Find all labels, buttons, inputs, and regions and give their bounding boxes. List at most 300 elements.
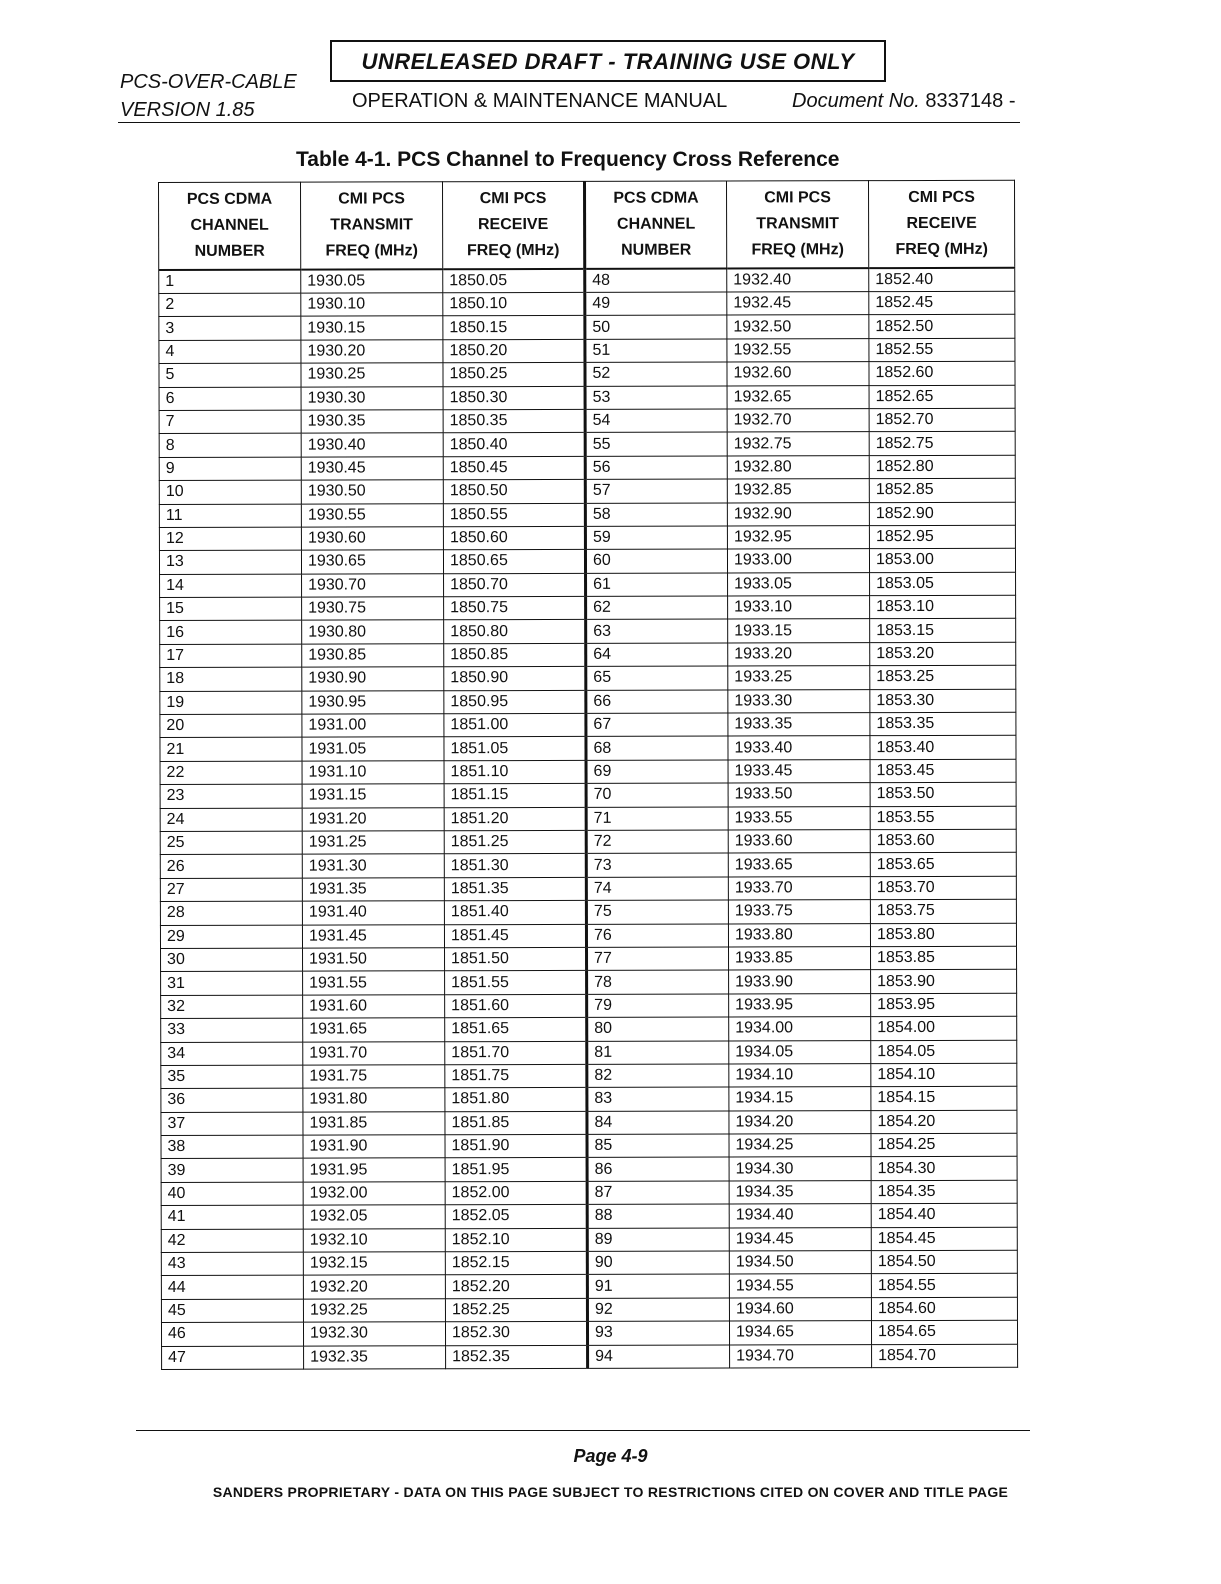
- cell-receive-left: 1850.50: [443, 480, 585, 504]
- cell-channel-left: 4: [159, 340, 301, 364]
- cell-receive-left: 1852.35: [446, 1345, 588, 1369]
- cell-channel-left: 13: [159, 550, 301, 574]
- cell-channel-right: 58: [585, 503, 727, 527]
- cell-receive-left: 1850.40: [443, 433, 585, 457]
- cell-receive-left: 1850.90: [444, 667, 586, 691]
- cell-channel-right: 89: [587, 1228, 729, 1252]
- cell-receive-right: 1852.45: [869, 291, 1015, 315]
- cell-transmit-right: 1933.65: [728, 853, 870, 877]
- cell-transmit-left: 1931.40: [302, 901, 444, 925]
- cell-receive-left: 1851.40: [444, 901, 586, 925]
- cell-receive-left: 1850.70: [444, 573, 586, 597]
- cell-receive-right: 1853.60: [870, 829, 1016, 853]
- cell-receive-left: 1850.45: [443, 456, 585, 480]
- cell-transmit-right: 1933.85: [729, 947, 871, 971]
- table-row: [159, 455, 1015, 481]
- cell-transmit-right: 1934.05: [729, 1040, 871, 1064]
- cell-channel-left: 33: [161, 1018, 303, 1042]
- cell-transmit-right: 1932.50: [727, 315, 869, 339]
- cell-receive-left: 1850.85: [444, 643, 586, 667]
- cell-receive-right: 1853.10: [870, 595, 1016, 619]
- cell-channel-right: 59: [585, 526, 727, 550]
- table-row: [161, 1227, 1017, 1253]
- cell-transmit-left: 1931.70: [303, 1041, 445, 1065]
- cell-receive-left: 1850.15: [443, 316, 585, 340]
- cell-transmit-left: 1930.40: [301, 433, 443, 457]
- cell-receive-right: 1852.75: [869, 432, 1015, 456]
- cell-channel-left: 3: [159, 317, 301, 341]
- table-row: [162, 1344, 1018, 1370]
- cell-receive-right: 1854.45: [871, 1227, 1017, 1251]
- table-title: Table 4-1. PCS Channel to Frequency Cross Reference: [296, 148, 840, 171]
- table-row: [161, 1157, 1017, 1183]
- cell-receive-left: 1851.05: [444, 737, 586, 761]
- cell-transmit-left: 1930.90: [302, 667, 444, 691]
- cell-channel-left: 7: [159, 410, 301, 434]
- cell-channel-left: 31: [161, 971, 303, 995]
- cell-channel-left: 1: [159, 270, 301, 294]
- cell-receive-left: 1850.10: [443, 292, 585, 316]
- table-row: [160, 853, 1016, 879]
- cell-receive-right: 1852.90: [869, 502, 1015, 526]
- cell-receive-left: 1850.75: [444, 596, 586, 620]
- cell-channel-right: 92: [587, 1298, 729, 1322]
- cell-receive-left: 1850.05: [443, 269, 585, 293]
- cell-transmit-right: 1934.10: [729, 1064, 871, 1088]
- cell-receive-right: 1853.25: [870, 666, 1016, 690]
- table-row: [160, 642, 1016, 668]
- table-row: [160, 759, 1016, 785]
- cell-channel-left: 21: [160, 738, 302, 762]
- table-row: [161, 1297, 1017, 1323]
- cell-receive-right: 1853.35: [870, 712, 1016, 736]
- cell-transmit-left: 1931.00: [302, 714, 444, 738]
- cell-transmit-right: 1934.15: [729, 1087, 871, 1111]
- table-row: [161, 1016, 1017, 1042]
- cell-receive-right: 1852.80: [869, 455, 1015, 479]
- cell-channel-right: 54: [585, 409, 727, 433]
- table-row: [159, 291, 1015, 317]
- cell-transmit-left: 1930.80: [302, 620, 444, 644]
- table-row: [159, 338, 1015, 364]
- cell-transmit-right: 1933.25: [728, 666, 870, 690]
- cell-transmit-right: 1933.35: [728, 713, 870, 737]
- cell-receive-right: 1854.25: [871, 1133, 1017, 1157]
- cell-transmit-right: 1932.80: [727, 455, 869, 479]
- cell-receive-left: 1850.25: [443, 363, 585, 387]
- cell-transmit-left: 1932.30: [303, 1322, 445, 1346]
- cell-transmit-right: 1933.70: [728, 876, 870, 900]
- cell-receive-right: 1853.70: [870, 876, 1016, 900]
- table-row: [160, 829, 1016, 855]
- cell-receive-right: 1854.50: [871, 1250, 1017, 1274]
- cell-receive-right: 1852.40: [869, 268, 1015, 292]
- cell-channel-right: 56: [585, 456, 727, 480]
- cell-channel-right: 80: [587, 1017, 729, 1041]
- cell-channel-left: 29: [160, 925, 302, 949]
- cell-transmit-left: 1930.20: [301, 340, 443, 364]
- table-row: [160, 666, 1016, 692]
- table-row: [159, 408, 1015, 434]
- table-row: [160, 572, 1016, 598]
- cell-transmit-right: 1933.40: [728, 736, 870, 760]
- cell-transmit-left: 1931.95: [303, 1158, 445, 1182]
- cell-transmit-left: 1932.25: [303, 1299, 445, 1323]
- cell-receive-right: 1854.65: [871, 1320, 1017, 1344]
- cell-transmit-left: 1931.45: [302, 924, 444, 948]
- cell-channel-right: 83: [587, 1087, 729, 1111]
- cell-transmit-left: 1932.35: [304, 1345, 446, 1369]
- cell-channel-right: 68: [586, 736, 728, 760]
- document-header-left: [120, 68, 297, 124]
- cell-channel-left: 45: [161, 1299, 303, 1323]
- cell-channel-left: 10: [159, 480, 301, 504]
- cell-receive-left: 1851.35: [444, 877, 586, 901]
- cell-receive-right: 1853.15: [870, 619, 1016, 643]
- cell-channel-left: 20: [160, 714, 302, 738]
- cell-receive-left: 1852.10: [445, 1228, 587, 1252]
- cell-channel-left: 22: [160, 761, 302, 785]
- cell-transmit-right: 1934.20: [729, 1110, 871, 1134]
- cell-receive-right: 1853.95: [871, 993, 1017, 1017]
- cell-receive-right: 1853.80: [870, 923, 1016, 947]
- table-row: [161, 1110, 1017, 1136]
- table-row: [160, 876, 1016, 902]
- cell-transmit-right: 1934.50: [729, 1251, 871, 1275]
- cell-channel-left: 11: [159, 504, 301, 528]
- document-number-value: 8337148 -: [925, 90, 1016, 112]
- cell-transmit-right: 1933.05: [728, 572, 870, 596]
- cell-receive-left: 1850.20: [443, 339, 585, 363]
- cell-transmit-left: 1932.20: [303, 1275, 445, 1299]
- cell-receive-left: 1850.35: [443, 409, 585, 433]
- cell-channel-left: 25: [160, 831, 302, 855]
- cell-receive-left: 1852.30: [445, 1322, 587, 1346]
- cell-receive-right: 1854.00: [871, 1016, 1017, 1040]
- cell-transmit-left: 1930.15: [301, 316, 443, 340]
- cell-channel-right: 69: [586, 760, 728, 784]
- product-version: VERSION 1.85: [120, 99, 255, 121]
- table-row: [159, 268, 1015, 294]
- cell-channel-right: 86: [587, 1157, 729, 1181]
- cell-transmit-right: 1932.45: [727, 292, 869, 316]
- cell-transmit-right: 1934.35: [729, 1180, 871, 1204]
- table-row: [159, 385, 1015, 411]
- cell-channel-left: 44: [161, 1276, 303, 1300]
- table-row: [160, 736, 1016, 762]
- table-row: [159, 432, 1015, 458]
- cell-receive-left: 1851.90: [445, 1134, 587, 1158]
- cell-receive-left: 1851.60: [445, 994, 587, 1018]
- cell-transmit-left: 1931.65: [303, 1018, 445, 1042]
- cell-transmit-right: 1933.00: [727, 549, 869, 573]
- cell-receive-left: 1850.60: [443, 526, 585, 550]
- cell-receive-right: 1853.20: [870, 642, 1016, 666]
- cell-transmit-right: 1933.75: [728, 900, 870, 924]
- table-row: [161, 1063, 1017, 1089]
- cell-channel-right: 79: [587, 994, 729, 1018]
- cell-channel-right: 51: [585, 339, 727, 363]
- cell-transmit-right: 1933.50: [728, 783, 870, 807]
- cell-receive-left: 1851.25: [444, 830, 586, 854]
- cell-receive-right: 1854.30: [871, 1157, 1017, 1181]
- cell-transmit-right: 1934.45: [729, 1227, 871, 1251]
- cell-receive-left: 1851.45: [444, 924, 586, 948]
- cell-channel-left: 36: [161, 1088, 303, 1112]
- cell-channel-left: 40: [161, 1182, 303, 1206]
- cell-channel-left: 15: [160, 597, 302, 621]
- cell-channel-right: 48: [585, 269, 727, 293]
- cell-receive-left: 1851.00: [444, 713, 586, 737]
- cell-channel-right: 70: [586, 783, 728, 807]
- cell-receive-right: 1853.45: [870, 759, 1016, 783]
- cell-receive-right: 1853.40: [870, 736, 1016, 760]
- cell-channel-right: 82: [587, 1064, 729, 1088]
- cell-receive-right: 1854.60: [871, 1297, 1017, 1321]
- cell-channel-left: 34: [161, 1042, 303, 1066]
- cell-channel-left: 23: [160, 784, 302, 808]
- cell-receive-right: 1853.75: [870, 899, 1016, 923]
- cell-channel-right: 67: [586, 713, 728, 737]
- cell-transmit-right: 1932.65: [727, 385, 869, 409]
- cell-transmit-right: 1932.75: [727, 432, 869, 456]
- cell-receive-right: 1852.55: [869, 338, 1015, 362]
- cell-receive-right: 1852.65: [869, 385, 1015, 409]
- table-row: [159, 478, 1015, 504]
- cell-channel-left: 9: [159, 457, 301, 481]
- cell-channel-right: 63: [586, 619, 728, 643]
- cell-channel-left: 19: [160, 691, 302, 715]
- cell-channel-left: 32: [161, 995, 303, 1019]
- cell-receive-right: 1852.85: [869, 478, 1015, 502]
- cell-transmit-left: 1931.35: [302, 878, 444, 902]
- cell-channel-left: 27: [160, 878, 302, 902]
- cell-receive-right: 1854.20: [871, 1110, 1017, 1134]
- table-row: [160, 923, 1016, 949]
- cell-channel-right: 94: [588, 1345, 730, 1369]
- cell-channel-right: 61: [586, 573, 728, 597]
- table-row: [160, 619, 1016, 645]
- cell-channel-right: 77: [587, 947, 729, 971]
- footer-divider: [136, 1430, 1030, 1431]
- cell-receive-right: 1853.00: [869, 549, 1015, 573]
- cell-transmit-left: 1931.55: [303, 971, 445, 995]
- header-channel-left: PCS CDMA CHANNEL NUMBER: [159, 182, 301, 270]
- table-row: [161, 1250, 1017, 1276]
- cell-transmit-right: 1933.20: [728, 642, 870, 666]
- table-header-row: [159, 180, 1015, 270]
- cell-receive-left: 1851.10: [444, 760, 586, 784]
- cell-transmit-right: 1933.10: [728, 596, 870, 620]
- cell-transmit-left: 1932.00: [303, 1182, 445, 1206]
- cell-transmit-left: 1931.80: [303, 1088, 445, 1112]
- cell-channel-left: 5: [159, 363, 301, 387]
- cell-receive-right: 1853.65: [870, 853, 1016, 877]
- cell-transmit-right: 1933.95: [729, 993, 871, 1017]
- table-row: [159, 361, 1015, 387]
- cell-channel-right: 87: [587, 1181, 729, 1205]
- cell-receive-right: 1854.40: [871, 1203, 1017, 1227]
- table-row: [161, 1133, 1017, 1159]
- header-divider: [118, 122, 1020, 123]
- cell-channel-left: 8: [159, 433, 301, 457]
- cell-channel-left: 30: [161, 948, 303, 972]
- table-row: [161, 1203, 1017, 1229]
- proprietary-notice: SANDERS PROPRIETARY - DATA ON THIS PAGE SUBJECT TO RESTRICTIONS CITED ON COVER AND TITLE PAGE: [212, 1484, 1009, 1500]
- cell-receive-right: 1853.05: [870, 572, 1016, 596]
- cell-transmit-left: 1931.50: [303, 948, 445, 972]
- cell-receive-right: 1852.50: [869, 315, 1015, 339]
- cell-receive-left: 1851.15: [444, 784, 586, 808]
- cell-transmit-left: 1930.35: [301, 410, 443, 434]
- cell-channel-right: 84: [587, 1111, 729, 1135]
- cell-receive-left: 1852.25: [445, 1298, 587, 1322]
- cell-channel-right: 93: [587, 1321, 729, 1345]
- cell-receive-right: 1854.70: [872, 1344, 1018, 1368]
- header-channel-right: PCS CDMA CHANNEL NUMBER: [584, 181, 726, 269]
- cell-receive-left: 1851.85: [445, 1111, 587, 1135]
- cell-channel-right: 72: [586, 830, 728, 854]
- cell-transmit-right: 1932.90: [727, 502, 869, 526]
- table-row: [160, 806, 1016, 832]
- table-row: [160, 782, 1016, 808]
- cell-transmit-right: 1932.60: [727, 362, 869, 386]
- cell-channel-right: 62: [586, 596, 728, 620]
- cell-transmit-right: 1934.00: [729, 1017, 871, 1041]
- table-row: [160, 712, 1016, 738]
- cell-transmit-left: 1930.30: [301, 386, 443, 410]
- table-row: [161, 1320, 1017, 1346]
- cell-receive-right: 1852.70: [869, 408, 1015, 432]
- cell-transmit-left: 1931.10: [302, 761, 444, 785]
- cell-channel-left: 42: [161, 1229, 303, 1253]
- cell-receive-left: 1852.05: [445, 1205, 587, 1229]
- cell-channel-right: 65: [586, 666, 728, 690]
- manual-title: OPERATION & MAINTENANCE MANUAL: [352, 90, 728, 112]
- cell-transmit-left: 1930.25: [301, 363, 443, 387]
- cell-transmit-right: 1934.65: [729, 1321, 871, 1345]
- cell-channel-right: 73: [586, 853, 728, 877]
- cell-channel-left: 43: [161, 1252, 303, 1276]
- cell-transmit-left: 1930.85: [302, 644, 444, 668]
- cell-receive-left: 1851.30: [444, 854, 586, 878]
- cell-receive-left: 1851.95: [445, 1158, 587, 1182]
- cell-receive-left: 1852.15: [445, 1251, 587, 1275]
- cell-transmit-left: 1931.15: [302, 784, 444, 808]
- cell-transmit-right: 1933.90: [729, 970, 871, 994]
- cell-receive-left: 1852.20: [445, 1275, 587, 1299]
- table-row: [161, 946, 1017, 972]
- cell-transmit-left: 1932.15: [303, 1252, 445, 1276]
- cell-receive-right: 1854.55: [871, 1274, 1017, 1298]
- cell-transmit-right: 1933.45: [728, 759, 870, 783]
- cell-transmit-left: 1931.60: [303, 994, 445, 1018]
- page-number: Page 4-9: [573, 1446, 648, 1466]
- cell-channel-right: 66: [586, 690, 728, 714]
- table-row: [160, 595, 1016, 621]
- cell-channel-right: 53: [585, 386, 727, 410]
- cell-channel-right: 60: [585, 549, 727, 573]
- table-row: [159, 315, 1015, 341]
- cell-channel-left: 39: [161, 1159, 303, 1183]
- table-body: [159, 268, 1018, 1370]
- cell-channel-left: 35: [161, 1065, 303, 1089]
- cell-receive-left: 1850.30: [443, 386, 585, 410]
- cell-channel-right: 74: [586, 877, 728, 901]
- cell-transmit-left: 1931.05: [302, 737, 444, 761]
- cell-receive-right: 1852.60: [869, 361, 1015, 385]
- cell-transmit-left: 1930.50: [301, 480, 443, 504]
- cell-transmit-right: 1934.25: [729, 1134, 871, 1158]
- cell-receive-left: 1851.65: [445, 1017, 587, 1041]
- cell-transmit-left: 1931.30: [302, 854, 444, 878]
- cell-channel-left: 17: [160, 644, 302, 668]
- cell-channel-right: 64: [586, 643, 728, 667]
- cell-channel-right: 52: [585, 362, 727, 386]
- header-transmit-left: CMI PCS TRANSMIT FREQ (MHz): [301, 182, 443, 270]
- cell-transmit-right: 1934.30: [729, 1157, 871, 1181]
- cell-channel-left: 2: [159, 293, 301, 317]
- cell-channel-left: 26: [160, 854, 302, 878]
- cell-receive-right: 1853.90: [871, 970, 1017, 994]
- cell-transmit-left: 1930.60: [301, 527, 443, 551]
- cell-transmit-right: 1934.40: [729, 1204, 871, 1228]
- cell-transmit-right: 1934.55: [729, 1274, 871, 1298]
- cell-transmit-right: 1933.30: [728, 689, 870, 713]
- cell-receive-right: 1854.10: [871, 1063, 1017, 1087]
- cell-receive-left: 1851.50: [445, 947, 587, 971]
- table-row: [159, 549, 1015, 575]
- cell-channel-right: 55: [585, 432, 727, 456]
- cell-channel-left: 41: [161, 1205, 303, 1229]
- cell-channel-left: 16: [160, 621, 302, 645]
- cell-channel-right: 88: [587, 1204, 729, 1228]
- cell-transmit-right: 1934.60: [729, 1297, 871, 1321]
- cell-receive-left: 1851.80: [445, 1088, 587, 1112]
- cell-transmit-left: 1930.95: [302, 690, 444, 714]
- table-row: [159, 525, 1015, 551]
- cell-transmit-left: 1930.55: [301, 503, 443, 527]
- cell-channel-right: 91: [587, 1274, 729, 1298]
- header-transmit-right: CMI PCS TRANSMIT FREQ (MHz): [726, 181, 868, 269]
- cell-channel-right: 57: [585, 479, 727, 503]
- cell-transmit-right: 1932.40: [727, 268, 869, 292]
- cell-channel-right: 50: [585, 315, 727, 339]
- cell-receive-left: 1851.20: [444, 807, 586, 831]
- cell-transmit-right: 1933.60: [728, 830, 870, 854]
- cell-channel-right: 78: [587, 970, 729, 994]
- cell-receive-left: 1850.65: [443, 550, 585, 574]
- cell-receive-left: 1851.70: [445, 1041, 587, 1065]
- cell-transmit-right: 1932.85: [727, 479, 869, 503]
- cell-channel-right: 85: [587, 1134, 729, 1158]
- table-row: [161, 1274, 1017, 1300]
- channel-frequency-table: [158, 180, 1018, 1370]
- cell-channel-right: 71: [586, 807, 728, 831]
- cell-receive-left: 1850.95: [444, 690, 586, 714]
- cell-receive-right: 1854.05: [871, 1040, 1017, 1064]
- cell-transmit-right: 1933.55: [728, 806, 870, 830]
- cell-transmit-left: 1931.90: [303, 1135, 445, 1159]
- cell-channel-left: 38: [161, 1135, 303, 1159]
- table-row: [159, 502, 1015, 528]
- table-row: [160, 899, 1016, 925]
- cell-channel-left: 14: [160, 574, 302, 598]
- cell-channel-left: 46: [161, 1322, 303, 1346]
- cell-receive-left: 1850.80: [444, 620, 586, 644]
- cell-receive-right: 1853.50: [870, 782, 1016, 806]
- document-number-label: Document No.: [792, 90, 920, 112]
